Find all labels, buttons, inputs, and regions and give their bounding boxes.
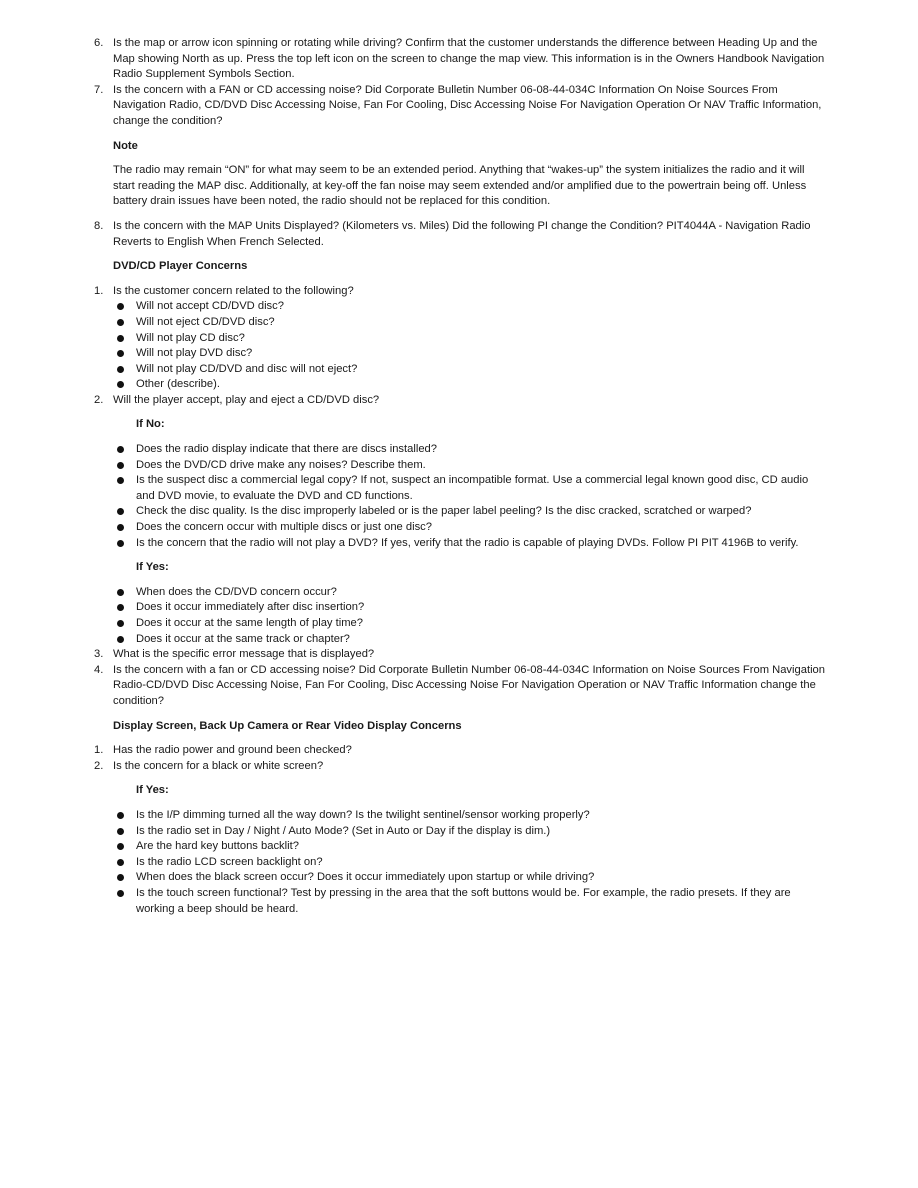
bullet-icon bbox=[117, 508, 124, 515]
bullet-icon bbox=[117, 636, 124, 643]
bullet-icon bbox=[117, 812, 124, 819]
item-text: What is the specific error message that is displayed? bbox=[113, 648, 375, 661]
page-content bbox=[94, 36, 826, 917]
item-number: 1. bbox=[94, 284, 104, 297]
list-item: Does it occur at the same track or chapter? bbox=[94, 632, 826, 648]
list-item: Is the concern that the radio will not play a DVD? If yes, verify that the radio is capable of playing DVDs. Follow PI PIT 4196B to verify. bbox=[94, 536, 826, 552]
list-item: Is the suspect disc a commercial legal copy? If not, suspect an incompatible format. Use a commercial legal known good disc, CD audio and DVD movie, to evaluate the DVD and CD functions. bbox=[94, 473, 826, 504]
list-item: Other (describe). bbox=[94, 377, 826, 393]
nav-item-6 bbox=[94, 36, 826, 83]
display-if-yes-heading: If Yes: bbox=[136, 784, 169, 797]
bullet-icon bbox=[117, 828, 124, 835]
list-item: Will not play CD/DVD and disc will not eject? bbox=[94, 362, 826, 378]
item-number: 7. bbox=[94, 83, 104, 96]
list-item: Check the disc quality. Is the disc improperly labeled or is the paper label peeling? Is the disc cracked, scratched or warped? bbox=[94, 504, 826, 520]
item-text: Is the concern with a FAN or CD accessing noise? Did Corporate Bulletin Number 06-08-44-034C Information On Noise Sources From Navigation Radio, CD/DVD Disc Accessing Noise, Fan For Cooling, Disc Accessing Noise For Navigation Operation Or NAV Traffic Information, change the condition? bbox=[113, 83, 822, 127]
bullet-icon bbox=[117, 303, 124, 310]
list-item: Will not play CD disc? bbox=[94, 331, 826, 347]
dvd-item-1 bbox=[94, 284, 826, 300]
bullet-icon bbox=[117, 604, 124, 611]
item-number: 4. bbox=[94, 663, 104, 676]
list-item: When does the CD/DVD concern occur? bbox=[94, 585, 826, 601]
bullet-icon bbox=[117, 843, 124, 850]
item-number: 2. bbox=[94, 759, 104, 772]
list-item: Does the concern occur with multiple discs or just one disc? bbox=[94, 520, 826, 536]
bullet-icon bbox=[117, 319, 124, 326]
list-item: Does the radio display indicate that there are discs installed? bbox=[94, 442, 826, 458]
list-item: Does it occur at the same length of play time? bbox=[94, 616, 826, 632]
item-text: Is the concern with a fan or CD accessing noise? Did Corporate Bulletin Number 06-08-44-034C Information on Noise Sources From Navigation Radio-CD/DVD Disc Accessing Noise, Fan For Cooling, Disc Accessing Noise For Navigation Operation or NAV Traffic Information change the condition? bbox=[113, 663, 825, 707]
bullet-icon bbox=[117, 381, 124, 388]
dvd-if-no-bullets bbox=[94, 442, 826, 551]
dvd-if-no-heading: If No: bbox=[136, 418, 165, 431]
bullet-icon bbox=[117, 890, 124, 897]
note-body: The radio may remain “ON” for what may seem to be an extended period. Anything that “wakes-up” the system initializes the radio and it will start reading the MAP disc. Additionally, at key-off the fan noise may seem extended and/or amplified due to the powertrain being off. Unless battery drain issues have been noted, the radio should not be replaced for this condition. bbox=[113, 164, 807, 208]
nav-item-8 bbox=[94, 219, 826, 250]
display-if-yes-bullets bbox=[94, 808, 826, 917]
list-item: Does it occur immediately after disc insertion? bbox=[94, 600, 826, 616]
list-item: Will not accept CD/DVD disc? bbox=[94, 299, 826, 315]
bullet-icon bbox=[117, 366, 124, 373]
dvd-item-1-bullets bbox=[94, 299, 826, 393]
item-number: 3. bbox=[94, 648, 104, 661]
item-number: 6. bbox=[94, 37, 104, 49]
display-item-1 bbox=[94, 743, 826, 759]
item-text: Has the radio power and ground been checked? bbox=[113, 744, 352, 757]
item-number: 1. bbox=[94, 744, 104, 757]
list-item: Is the touch screen functional? Test by pressing in the area that the soft buttons would be. For example, the radio presets. If they are working a beep should be heard. bbox=[94, 886, 826, 917]
dvd-section-heading: DVD/CD Player Concerns bbox=[113, 260, 248, 273]
bullet-icon bbox=[117, 874, 124, 881]
item-text: Is the concern with the MAP Units Displayed? (Kilometers vs. Miles) Did the following PI change the Condition? PIT4044A - Navigation Radio Reverts to English When French Selected. bbox=[113, 219, 811, 248]
bullet-icon bbox=[117, 859, 124, 866]
bullet-icon bbox=[117, 350, 124, 357]
item-text: Is the customer concern related to the following? bbox=[113, 284, 354, 297]
item-number: 2. bbox=[94, 393, 104, 406]
list-item: Is the radio set in Day / Night / Auto Mode? (Set in Auto or Day if the display is dim.) bbox=[94, 824, 826, 840]
bullet-icon bbox=[117, 540, 124, 547]
list-item: Will not play DVD disc? bbox=[94, 346, 826, 362]
dvd-item-2 bbox=[94, 393, 826, 409]
nav-item-7 bbox=[94, 83, 826, 130]
list-item: Are the hard key buttons backlit? bbox=[94, 839, 826, 855]
dvd-if-yes-bullets bbox=[94, 585, 826, 647]
dvd-item-4 bbox=[94, 663, 826, 710]
item-number: 8. bbox=[94, 219, 104, 232]
display-item-2 bbox=[94, 759, 826, 775]
item-text: Is the map or arrow icon spinning or rotating while driving? Confirm that the customer understands the difference between Heading Up and the Map showing North as up. Press the top left icon on the screen to change the map view. This information is in the Owners Handbook Navigation Radio Supplement Symbols Section. bbox=[113, 37, 825, 81]
list-item: Does the DVD/CD drive make any noises? Describe them. bbox=[94, 458, 826, 474]
item-text: Will the player accept, play and eject a CD/DVD disc? bbox=[113, 393, 380, 406]
bullet-icon bbox=[117, 589, 124, 596]
bullet-icon bbox=[117, 446, 124, 453]
bullet-icon bbox=[117, 524, 124, 531]
bullet-icon bbox=[117, 462, 124, 469]
bullet-icon bbox=[117, 335, 124, 342]
display-section-heading: Display Screen, Back Up Camera or Rear Video Display Concerns bbox=[113, 719, 462, 732]
list-item: When does the black screen occur? Does it occur immediately upon startup or while driving? bbox=[94, 870, 826, 886]
bullet-icon bbox=[117, 477, 124, 484]
dvd-if-yes-heading: If Yes: bbox=[136, 561, 169, 574]
list-item: Is the radio LCD screen backlight on? bbox=[94, 855, 826, 871]
dvd-item-3 bbox=[94, 647, 826, 663]
note-title: Note bbox=[113, 139, 138, 152]
item-text: Is the concern for a black or white screen? bbox=[113, 759, 324, 772]
list-item: Is the I/P dimming turned all the way down? Is the twilight sentinel/sensor working properly? bbox=[94, 808, 826, 824]
bullet-icon bbox=[117, 620, 124, 627]
list-item: Will not eject CD/DVD disc? bbox=[94, 315, 826, 331]
